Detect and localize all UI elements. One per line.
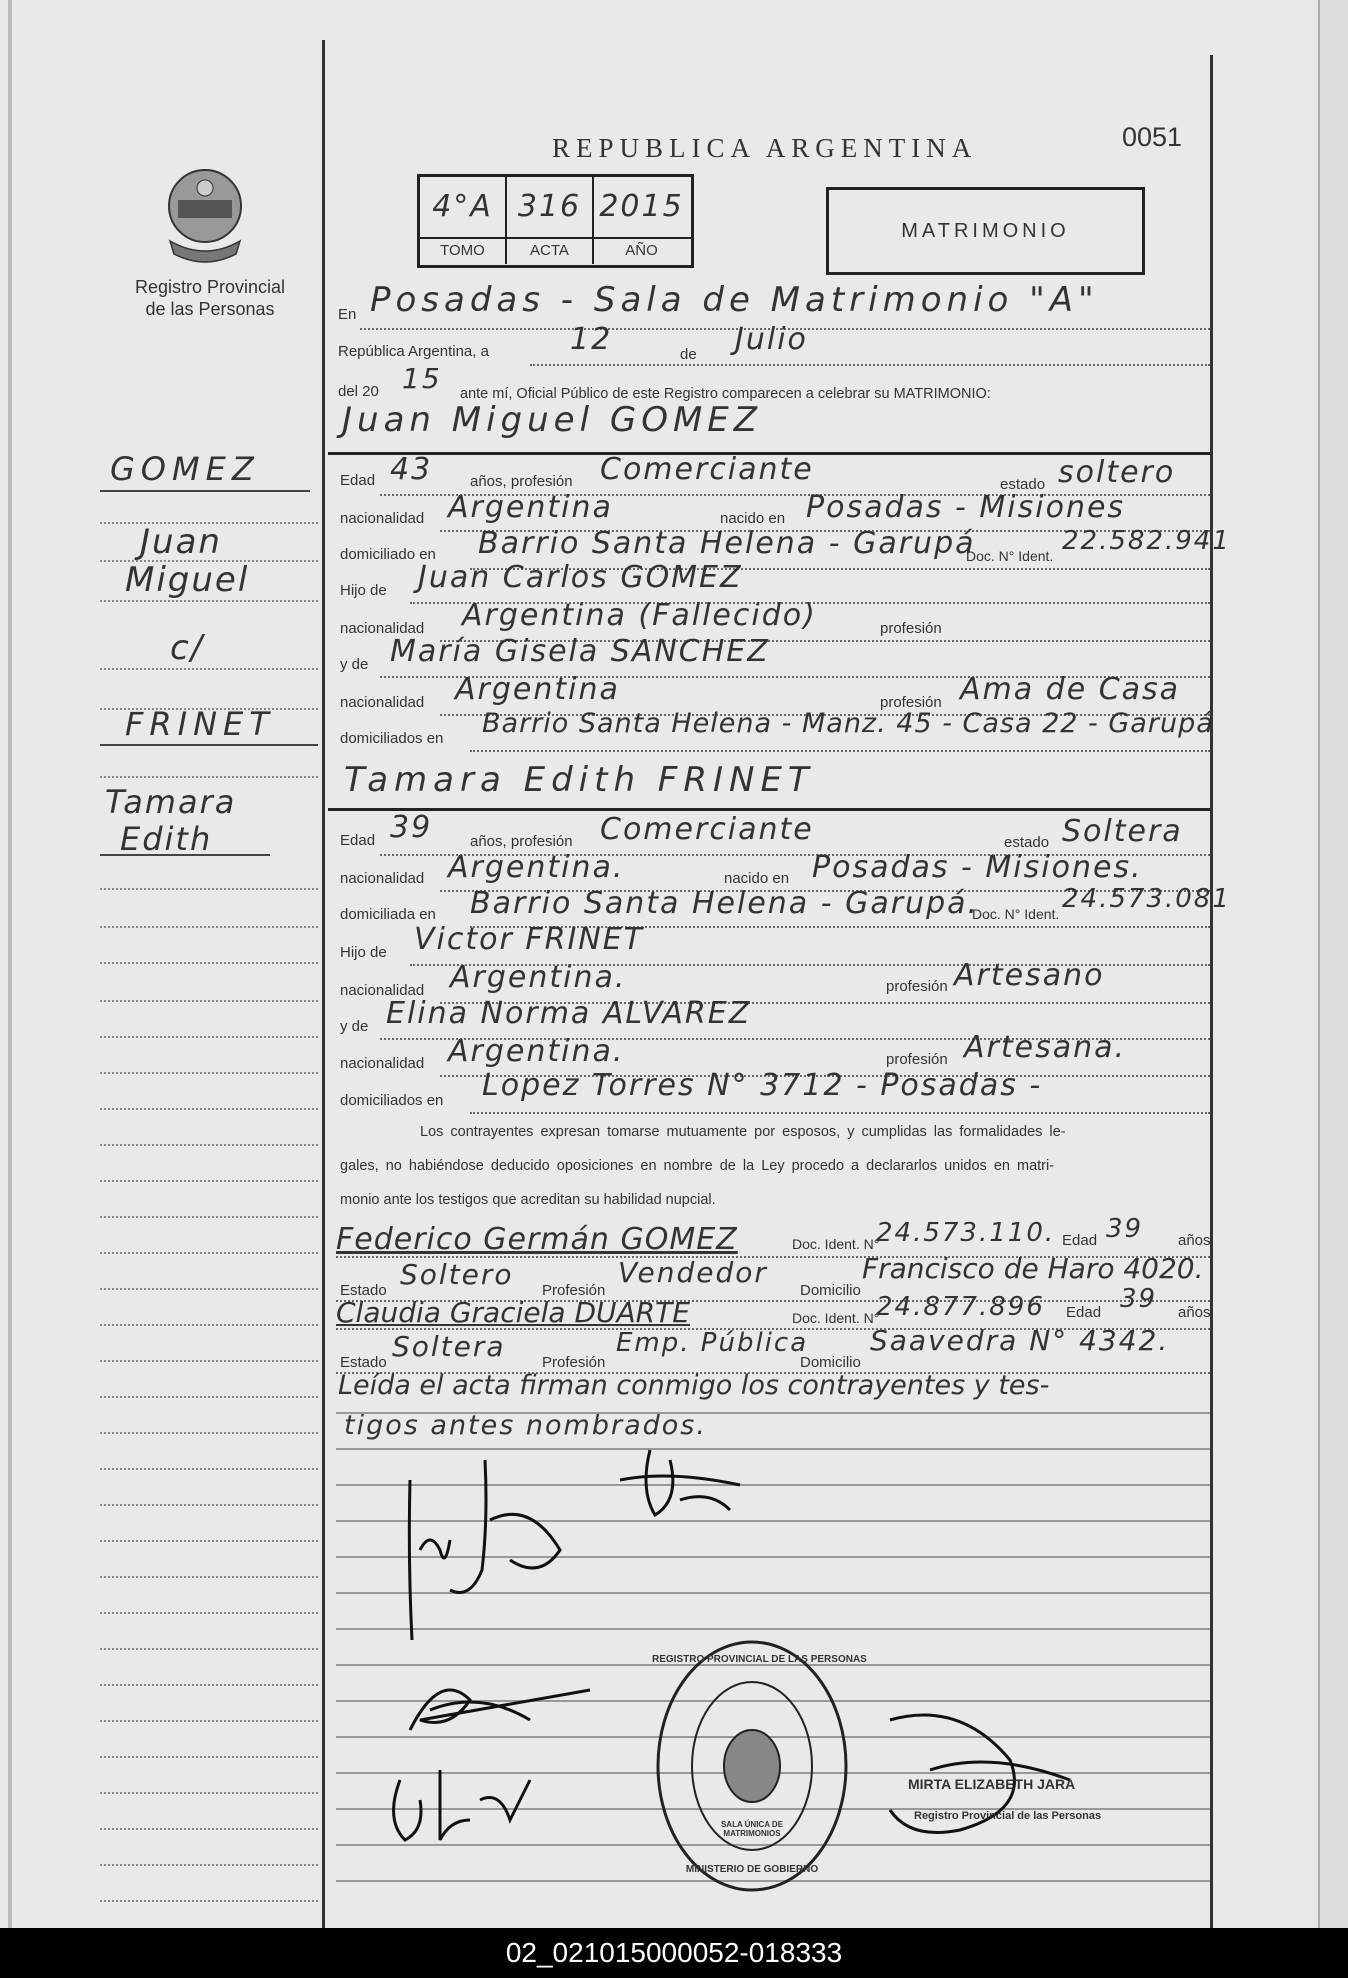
file-id: 02_021015000052-018333 — [505, 1937, 843, 1968]
groom-birthplace: Posadas - Misiones — [806, 490, 1126, 525]
label-dom-w2: Domicilio — [800, 1354, 861, 1371]
label-prof-gfather: profesión — [880, 620, 942, 637]
anio-label: AÑO — [625, 242, 658, 259]
label-estado-w1: Estado — [340, 1282, 387, 1299]
margin-name-bride-2: Edith — [120, 820, 213, 858]
bride-mother-profession: Artesana. — [964, 1030, 1127, 1065]
margin-conjunction: c/ — [170, 628, 205, 668]
declaration-line1: Los contrayentes expresan tomarse mutuamente por esposos, y cumplidas las formalidades le- — [420, 1124, 1066, 1140]
label-nac-groom: nacionalidad — [340, 510, 425, 527]
label-prof-bmother: profesión — [886, 1051, 948, 1068]
label-edad-w1: Edad — [1062, 1232, 1098, 1249]
label-anios-w2: años — [1178, 1304, 1211, 1321]
margin-underline-3 — [100, 854, 270, 856]
stamp-outer-text: REGISTRO PROVINCIAL DE LAS PERSONAS — [652, 1654, 867, 1665]
page-number: 0051 — [1122, 122, 1183, 152]
label-de: de — [680, 346, 697, 363]
label-en: En — [338, 306, 357, 323]
anio-value: 2015 — [599, 189, 684, 224]
bride-age: 39 — [390, 810, 433, 845]
bride-father: Victor FRINET — [414, 922, 645, 957]
bride-dni: 24.573.081 — [1062, 884, 1231, 914]
bride-name: Tamara Edith FRINET — [344, 760, 815, 800]
bride-father-nationality: Argentina. — [450, 960, 627, 995]
label-republica: República Argentina, a — [338, 343, 489, 360]
label-dom-groom: domiciliado en — [340, 546, 436, 563]
margin-underline-1 — [100, 490, 310, 492]
bride-parents-address: Lopez Torres N° 3712 - Posadas - — [482, 1068, 1043, 1103]
label-intro: ante mí, Oficial Público de este Registro comparecen a celebrar su MATRIMONIO: — [460, 386, 991, 402]
label-doms-bride: domiciliados en — [340, 1092, 444, 1109]
label-anios-prof-groom: años, profesión — [470, 473, 573, 490]
margin-underline-2 — [100, 744, 318, 746]
registry-name-line1: Registro Provincial — [134, 277, 286, 297]
label-nacido-bride: nacido en — [724, 870, 790, 887]
label-dom-bride: domiciliada en — [340, 906, 436, 923]
official-title: Registro Provincial de las Personas — [914, 1810, 1102, 1822]
label-doc-groom: Doc. N° Ident. — [966, 548, 1054, 564]
bride-profession: Comerciante — [600, 812, 814, 847]
groom-father: Juan Carlos GOMEZ — [418, 560, 743, 595]
label-nac-bmother: nacionalidad — [340, 1055, 425, 1072]
label-doc-w1: Doc. Ident. N° — [792, 1236, 880, 1252]
tomo-label: TOMO — [420, 239, 507, 264]
label-anios-prof-bride: años, profesión — [470, 833, 573, 850]
witness2-age: 39 — [1120, 1284, 1158, 1314]
bride-mother-nationality: Argentina. — [448, 1034, 625, 1069]
country-title: REPUBLICA ARGENTINA — [552, 133, 978, 163]
witness1-profession: Vendedor — [618, 1256, 768, 1289]
witness2-address: Saavedra N° 4342. — [870, 1324, 1170, 1357]
label-edad-bride: Edad — [340, 832, 376, 849]
margin-name-bride-1: Tamara — [105, 783, 237, 821]
stamp-bottom-text: MINISTERIO DE GOBIERNO — [685, 1864, 819, 1875]
label-nac-gfather: nacionalidad — [340, 620, 425, 637]
file-id-bar — [0, 1928, 1348, 1978]
acta-label: ACTA — [507, 239, 594, 264]
witness1-age: 39 — [1106, 1214, 1144, 1244]
groom-mother-profession: Ama de Casa — [960, 672, 1181, 707]
label-doc-w2: Doc. Ident. N° — [792, 1310, 880, 1326]
label-doms-groom: domiciliados en — [340, 730, 444, 747]
bride-nationality: Argentina. — [448, 850, 625, 885]
signature-groom — [390, 1440, 590, 1660]
stamp-inner-text: SALA ÚNICA DE MATRIMONIOS — [720, 1820, 784, 1838]
label-estado-groom: estado — [1000, 476, 1046, 493]
bride-mother: Elina Norma ALVAREZ — [386, 996, 752, 1031]
official-name: MIRTA ELIZABETH JARA — [908, 1776, 1076, 1792]
act-year: 15 — [402, 362, 442, 395]
groom-profession: Comerciante — [600, 452, 814, 487]
signature-bride — [610, 1440, 760, 1530]
act-month: Julio — [735, 322, 808, 357]
groom-father-nationality: Argentina (Fallecido) — [462, 598, 817, 633]
label-yde-groom: y de — [340, 656, 369, 673]
witness1-address: Francisco de Haro 4020. — [862, 1252, 1204, 1285]
closing-line1: Leída el acta firman conmigo los contrayentes y tes- — [338, 1370, 1050, 1401]
witness2-profession: Emp. Pública — [616, 1328, 809, 1358]
margin-surname-groom: GOMEZ — [110, 450, 260, 488]
label-edad-groom: Edad — [340, 472, 376, 489]
bride-birthplace: Posadas - Misiones. — [812, 850, 1143, 885]
margin-name-groom-1: Juan — [140, 522, 222, 562]
witness1-status: Soltero — [400, 1258, 514, 1291]
groom-mother-nationality: Argentina — [455, 672, 620, 707]
label-anios-w1: años — [1178, 1232, 1211, 1249]
groom-mother: María Gisela SANCHEZ — [390, 634, 770, 669]
bride-status: Soltera — [1062, 814, 1183, 849]
groom-name: Juan Miguel GOMEZ — [342, 400, 763, 440]
label-yde-bride: y de — [340, 1018, 369, 1035]
label-nac-bfather: nacionalidad — [340, 982, 425, 999]
groom-status: soltero — [1058, 455, 1176, 490]
right-rule — [1210, 55, 1213, 1928]
label-dom-w1: Domicilio — [800, 1282, 861, 1299]
witness1-dni: 24.573.110. — [876, 1218, 1056, 1248]
label-hijo-groom: Hijo de — [340, 582, 387, 599]
witness2-status: Soltera — [392, 1330, 506, 1363]
label-estado-bride: estado — [1004, 834, 1050, 851]
acta-value: 316 — [507, 177, 594, 237]
witness1-name: Federico Germán GOMEZ — [336, 1222, 738, 1257]
groom-nationality: Argentina — [448, 490, 613, 525]
tomo-value: 4°A — [420, 177, 507, 237]
bride-address: Barrio Santa Helena - Garupá. — [470, 886, 980, 921]
margin-name-groom-2: Miguel — [125, 560, 250, 600]
groom-parents-address: Barrio Santa Helena - Manz. 45 - Casa 22 - Garupá — [482, 708, 1214, 739]
act-day: 12 — [570, 322, 613, 357]
province-logo — [160, 166, 250, 266]
margin-rule — [322, 40, 325, 1928]
label-prof-w2: Profesión — [542, 1354, 606, 1371]
label-del20: del 20 — [338, 383, 379, 400]
right-page-edge — [1318, 0, 1348, 1928]
official-stamp — [652, 1636, 867, 1896]
margin-surname-bride: FRINET — [125, 705, 275, 743]
declaration-line2: gales, no habiéndose deducido oposiciones en nombre de la Ley procedo a declararlos unidos en matri- — [340, 1158, 1055, 1174]
closing-line2: tigos antes nombrados. — [344, 1410, 707, 1441]
label-nacido-groom: nacido en — [720, 510, 786, 527]
label-prof-gmother: profesión — [880, 694, 942, 711]
label-nac-bride: nacionalidad — [340, 870, 425, 887]
label-nac-gmother: nacionalidad — [340, 694, 425, 711]
declaration-line3: monio ante los testigos que acreditan su habilidad nupcial. — [340, 1192, 716, 1208]
bride-father-profession: Artesano — [954, 958, 1105, 993]
signature-witness1 — [390, 1660, 610, 1750]
label-prof-bfather: profesión — [886, 978, 948, 995]
groom-address: Barrio Santa Helena - Garupá — [478, 526, 976, 561]
witness2-name: Claudia Graciela DUARTE — [336, 1296, 690, 1329]
act-place: Posadas - Sala de Matrimonio "A" — [370, 280, 1099, 320]
witness2-dni: 24.877.896 — [876, 1292, 1045, 1322]
record-box — [417, 174, 694, 268]
groom-dni: 22.582.941 — [1062, 526, 1231, 556]
label-doc-bride: Doc. N° Ident. — [972, 906, 1060, 922]
registry-name-line2: de las Personas — [145, 299, 275, 319]
signature-witness2 — [380, 1760, 540, 1850]
label-prof-w1: Profesión — [542, 1282, 606, 1299]
left-page-edge — [8, 0, 12, 1928]
record-type-box: MATRIMONIO — [826, 187, 1145, 275]
label-edad-w2: Edad — [1066, 1304, 1102, 1321]
label-estado-w2: Estado — [340, 1354, 387, 1371]
groom-age: 43 — [390, 452, 433, 487]
label-hijo-bride: Hijo de — [340, 944, 387, 961]
